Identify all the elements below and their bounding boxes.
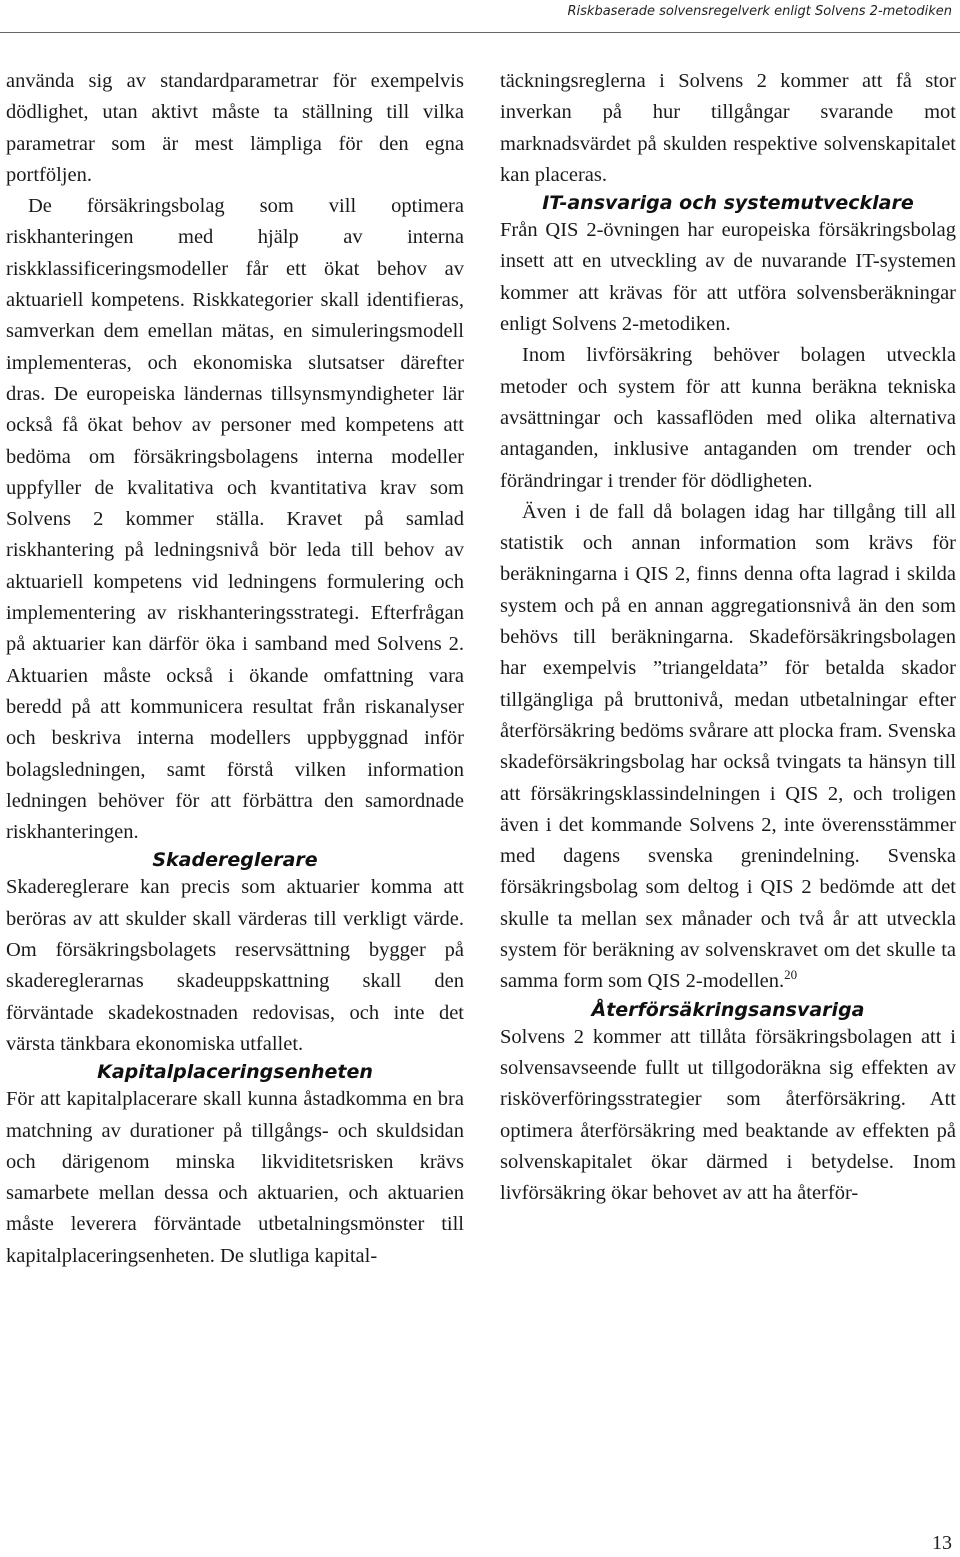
right-column xyxy=(500,66,956,1209)
kapitalplacering-paragraph: För att kapitalplacerare skall kunna åstadkomma en bra matchning av durationer på tillgångs- och skuldsidan och därigenom minska likviditetsrisken krävs samarbete mellan dessa och aktuarien, och aktuarien måste leverera förväntade utbetalningsmönster till kapitalplaceringsenheten. De slutliga kapital- xyxy=(6,1088,464,1267)
running-header: Riskbaserade solvensregelverk enligt Solvens 2-metodiken xyxy=(567,4,952,19)
it-paragraph-3 xyxy=(500,497,956,998)
aterforsakring-paragraph: Solvens 2 kommer att tillåta försäkringsbolagen att i solvensavseende fullt ut tillgodoräkna sig effekten av risköverföringsstrategier som återförsäkring. Att optimera återförsäkring med beaktande av effekten på solvenskapitalet ökar därmed i betydelse. Inom livförsäkring ökar behovet av att ha återför- xyxy=(500,1025,956,1205)
page-number: 13 xyxy=(932,1532,952,1554)
heading-it-ansvariga: IT-ansvariga och systemutvecklare xyxy=(542,192,914,215)
heading-skadereglerare: Skadereglerare xyxy=(152,849,318,872)
footnote-reference: 20 xyxy=(784,967,798,983)
left-paragraph-1: använda sig av standardparametrar för exempelvis dödlighet, utan aktivt måste ta ställning till vilka parametrar som är mest lämpliga för den egna portföljen. xyxy=(6,70,464,186)
left-paragraph-2: De försäkringsbolag som vill optimera riskhanteringen med hjälp av interna riskklassificeringsmodeller får ett ökat behov av aktuariell kompetens. Riskkategorier skall identifieras, samverkan dem emellan mätas, en simuleringsmodell implementeras, och ekonomiska slutsatser därefter dras. De europeiska ländernas tillsynsmyndigheter lär också få ökat behov av personer med kompetens att bedöma om försäkringsbolagens interna modeller uppfyller de kvalitativa och kvantitativa krav som Solvens 2 kommer ställa. Kravet på samlad riskhantering på ledningsnivå bör leda till behov av aktuariell kompetens vid ledningens formulering och implementering av riskhanteringsstrategi. Efterfrågan på aktuarier kan därför öka i samband med Solvens 2. Aktuarien måste också i ökande omfattning vara beredd på att kommunicera resultat från riskanalyser och beskriva interna modellers uppbyggnad inför bolagsledningen, samt förstå vilken information ledningen behöver för att förbättra den samordnade riskhanteringen. xyxy=(6,195,464,844)
it-paragraph-2: Inom livförsäkring behöver bolagen utveckla metoder och system för att kunna beräkna tekniska avsättningar och kassaflöden med olika alternativa antaganden, inklusive antaganden om trender och förändringar i trender för dödligheten. xyxy=(500,344,956,492)
right-paragraph-1: täckningsreglerna i Solvens 2 kommer att få stor inverkan på hur tillgångar svarande mot marknadsvärdet på skulden respektive solvenskapitalet kan placeras. xyxy=(500,70,956,186)
heading-kapitalplaceringsenheten: Kapitalplaceringsenheten xyxy=(97,1061,373,1084)
header-rule xyxy=(0,32,960,33)
heading-aterforsakringsansvariga: Återförsäkringsansvariga xyxy=(591,998,865,1021)
left-column xyxy=(6,66,464,1272)
it-paragraph-1: Från QIS 2-övningen har europeiska försäkringsbolag insett att en utveckling av de nuvarande IT-systemen kommer att krävas för att utföra solvensberäkningar enligt Solvens 2-metodiken. xyxy=(500,219,956,336)
skadereglerare-paragraph: Skadereglerare kan precis som aktuarier komma att beröras av att skulder skall värderas till verkligt värde. Om försäkringsbolagets reservsättning bygger på skadereglerarnas skadeuppskattning skall den förväntade skadekostnaden redovisas, och inte det värsta tänkbara ekonomiska utfallet. xyxy=(6,876,464,1055)
it-paragraph-3-text: Även i de fall då bolagen idag har tillgång till all statistik och annan information som krävs för beräkningarna i QIS 2, finns denna ofta lagrad i skilda system och på en annan aggregationsnivå än den som behövs till beräkningarna. Skadeförsäkringsbolagen har exempelvis ”triangeldata” för betalda skador tillgängliga på bruttonivå, medan utbetalningar efter återförsäkring bedöms svårare att plocka fram. Svenska skadeförsäkringsbolag har också tvingats ta hänsyn till att försäkringsklassindelningen i QIS 2, och troligen även i det kommande Solvens 2, inte överensstämmer med dagens svenska grenindelning. Svenska försäkringsbolag som deltog i QIS 2 bedömde att det skulle ta mellan sex månader och två år att utveckla system för beräkning av solvenskravet om det skulle ta samma form som QIS 2-modellen. xyxy=(500,500,956,993)
